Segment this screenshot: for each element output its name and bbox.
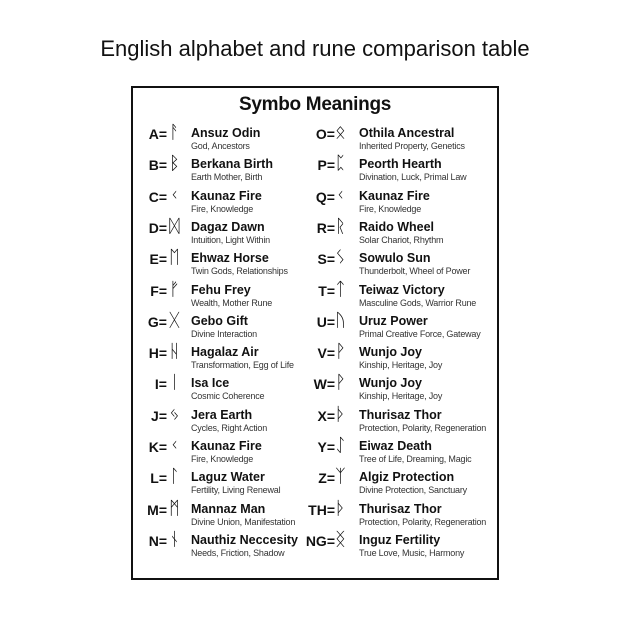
rune-symbol: ᚲ xyxy=(169,435,180,456)
rune-entry xyxy=(137,374,313,406)
english-letter: Z= xyxy=(318,470,335,487)
english-letter: TH= xyxy=(308,501,335,518)
rune-entry xyxy=(137,497,313,532)
page-title: English alphabet and rune comparison table xyxy=(100,36,530,61)
rune-meaning: Earth Mother, Birth xyxy=(191,172,263,183)
english-letter: X= xyxy=(317,407,335,424)
letter-cell xyxy=(305,406,335,426)
english-letter: I= xyxy=(154,376,167,393)
rune-entry xyxy=(305,374,497,406)
english-letter: L= xyxy=(150,470,167,487)
english-letter: Q= xyxy=(315,188,335,205)
rune-symbol: ᚦ xyxy=(335,497,346,519)
rune-chart-card xyxy=(131,86,499,580)
rune-symbol: ᛞ xyxy=(169,215,180,237)
rune-meaning: Divine Protection, Sanctuary xyxy=(359,485,467,496)
letter-cell xyxy=(305,249,335,269)
rune-meaning: Divine Interaction xyxy=(191,328,257,339)
rune-name: Teiwaz Victory xyxy=(359,282,445,297)
rune-meaning: True Love, Music, Harmony xyxy=(359,547,465,558)
letter-cell xyxy=(137,531,167,551)
rune-name: Fehu Frey xyxy=(191,282,251,297)
rune-meaning: Fire, Knowledge xyxy=(191,203,254,214)
rune-entry xyxy=(137,184,313,219)
letter-cell xyxy=(137,500,167,520)
rune-name: Ansuz Odin xyxy=(191,126,261,140)
letter-cell xyxy=(137,406,167,426)
rune-entry xyxy=(137,155,313,187)
rune-entry xyxy=(137,468,313,500)
rune-name: Ehwaz Horse xyxy=(191,251,269,266)
rune-name: Nauthiz Neccesity xyxy=(191,532,298,547)
rune-name: Kaunaz Fire xyxy=(191,439,262,453)
rune-symbol: ᚲ xyxy=(169,184,180,206)
letter-cell xyxy=(305,312,335,332)
letter-cell xyxy=(137,124,167,144)
rune-entry xyxy=(305,215,497,250)
rune-entry xyxy=(305,309,497,344)
english-letter: H= xyxy=(148,345,167,362)
rune-meaning: Intuition, Light Within xyxy=(191,234,270,245)
rune-name: Hagalaz Air xyxy=(191,345,259,360)
rune-name: Othila Ancestral xyxy=(359,126,455,140)
rune-entry xyxy=(137,309,313,344)
rune-meaning: Protection, Polarity, Regeneration xyxy=(359,516,487,527)
rune-entry xyxy=(305,155,497,187)
rune-name: Gebo Gift xyxy=(191,313,248,328)
rune-entry xyxy=(305,278,497,313)
rune-meaning: Divination, Luck, Primal Law xyxy=(359,172,467,183)
rune-entry xyxy=(305,249,497,281)
rune-meaning: Fire, Knowledge xyxy=(359,203,422,214)
letter-cell xyxy=(305,155,335,175)
rune-symbol: ᛁ xyxy=(169,372,180,394)
english-letter: D= xyxy=(148,219,167,236)
rune-symbol: ᚷ xyxy=(169,309,180,331)
english-letter: S= xyxy=(317,251,335,268)
english-letter: T= xyxy=(318,282,335,299)
letter-cell xyxy=(305,281,335,301)
rune-symbol: ᚠ xyxy=(169,278,180,300)
rune-meaning: Protection, Polarity, Regeneration xyxy=(359,422,487,433)
rune-entry xyxy=(305,184,497,219)
letter-cell xyxy=(137,374,167,394)
letter-cell xyxy=(137,312,167,332)
rune-name: Sowulo Sun xyxy=(359,251,431,266)
rune-symbol: ᚨ xyxy=(169,122,180,143)
letter-cell xyxy=(305,500,335,520)
letter-cell xyxy=(305,468,335,488)
rune-meaning: Tree of Life, Dreaming, Magic xyxy=(359,454,472,464)
rune-name: Mannaz Man xyxy=(191,501,266,516)
rune-name: Thurisaz Thor xyxy=(359,501,442,516)
letter-cell xyxy=(305,343,335,363)
english-letter: B= xyxy=(148,157,167,174)
rune-entry xyxy=(137,249,313,281)
rune-symbol: ᛝ xyxy=(335,528,346,550)
rune-symbol: ᛖ xyxy=(169,247,180,269)
rune-symbol: ᛚ xyxy=(169,466,180,488)
rune-entry xyxy=(305,403,497,438)
card-title: Symbo Meanings xyxy=(238,94,392,115)
rune-meaning: Kinship, Heritage, Joy xyxy=(359,360,443,371)
rune-entry xyxy=(137,278,313,313)
rune-symbol: ᚦ xyxy=(335,403,346,425)
letter-cell xyxy=(137,468,167,488)
rune-meaning: Needs, Friction, Shadow xyxy=(191,547,285,558)
english-letter: G= xyxy=(147,313,167,330)
letter-cell xyxy=(137,343,167,363)
rune-entry xyxy=(137,343,313,375)
rune-name: Laguz Water xyxy=(191,470,265,485)
rune-name: Algiz Protection xyxy=(359,470,455,485)
english-letter: F= xyxy=(150,282,167,299)
english-letter: U= xyxy=(316,313,335,330)
rune-meaning: Masculine Gods, Warrior Rune xyxy=(359,297,477,308)
rune-symbol: ᛊ xyxy=(335,247,346,269)
letter-cell xyxy=(305,218,335,238)
letter-cell xyxy=(305,374,335,394)
rune-symbol: ᛇ xyxy=(335,435,346,456)
rune-symbol: ᚲ xyxy=(335,184,346,206)
rune-name: Raido Wheel xyxy=(359,219,435,234)
english-letter: E= xyxy=(149,251,167,268)
english-letter: J= xyxy=(151,407,167,424)
rune-entry xyxy=(305,528,497,563)
english-letter: K= xyxy=(148,439,167,455)
rune-symbol: ᛏ xyxy=(335,278,346,300)
rune-name: Wunjo Joy xyxy=(359,345,422,360)
letter-cell xyxy=(305,531,335,551)
rune-meaning: Fertility, Living Renewal xyxy=(191,485,281,496)
rune-symbol: ᛈ xyxy=(335,153,346,175)
rune-meaning: Solar Chariot, Rhythm xyxy=(359,234,444,245)
rune-symbol: ᛗ xyxy=(169,497,180,519)
rune-meaning: Fire, Knowledge xyxy=(191,454,254,464)
english-letter: C= xyxy=(148,188,167,205)
rune-symbol: ᛃ xyxy=(169,403,180,425)
rune-meaning: Wealth, Mother Rune xyxy=(191,297,273,308)
rune-symbol: ᚺ xyxy=(169,341,180,363)
rune-entry xyxy=(305,437,497,469)
rune-entry xyxy=(137,403,313,438)
letter-cell xyxy=(137,187,167,207)
english-letter: W= xyxy=(313,376,335,393)
rune-name: Wunjo Joy xyxy=(359,376,422,391)
english-letter: A= xyxy=(148,126,167,142)
rune-name: Berkana Birth xyxy=(191,157,273,172)
rune-entry xyxy=(305,497,497,532)
rune-meaning: Thunderbolt, Wheel of Power xyxy=(359,266,471,277)
rune-meaning: Cosmic Coherence xyxy=(191,391,265,402)
english-letter: R= xyxy=(316,219,335,236)
rune-meaning: Primal Creative Force, Gateway xyxy=(359,328,481,339)
rune-meaning: Kinship, Heritage, Joy xyxy=(359,391,443,402)
letter-cell xyxy=(137,249,167,269)
rune-symbol: ᚹ xyxy=(335,341,346,363)
rune-name: Eiwaz Death xyxy=(359,439,432,453)
rune-name: Kaunaz Fire xyxy=(359,188,430,203)
rune-name: Jera Earth xyxy=(191,407,253,422)
rune-name: Uruz Power xyxy=(359,313,428,328)
letter-cell xyxy=(137,281,167,301)
rune-name: Dagaz Dawn xyxy=(191,219,265,234)
rune-entry xyxy=(137,124,313,156)
rune-symbol: ᛒ xyxy=(169,153,180,175)
rune-meaning: Inherited Property, Genetics xyxy=(359,141,465,151)
rune-meaning: Transformation, Egg of Life xyxy=(191,360,294,371)
english-letter: M= xyxy=(147,501,167,518)
letter-cell xyxy=(305,124,335,144)
rune-entry xyxy=(137,215,313,250)
english-letter: P= xyxy=(317,157,335,174)
rune-symbol: ᛉ xyxy=(335,466,346,488)
english-letter: N= xyxy=(148,532,167,549)
rune-entry xyxy=(137,528,313,563)
rune-symbol: ᚹ xyxy=(335,372,346,394)
rune-entry xyxy=(305,468,497,500)
rune-name: Inguz Fertility xyxy=(359,532,441,547)
rune-entry xyxy=(305,343,497,375)
rune-name: Peorth Hearth xyxy=(359,157,442,172)
english-letter: O= xyxy=(315,126,335,142)
rune-symbol: ᚱ xyxy=(335,215,346,237)
letter-cell xyxy=(137,218,167,238)
letter-cell xyxy=(305,437,335,457)
letter-cell xyxy=(137,155,167,175)
letter-cell xyxy=(305,187,335,207)
rune-name: Isa Ice xyxy=(191,376,230,391)
rune-symbol: ᚢ xyxy=(335,309,346,331)
rune-symbol: ᛟ xyxy=(335,122,346,143)
rune-entry xyxy=(305,124,497,156)
rune-name: Thurisaz Thor xyxy=(359,407,442,422)
rune-meaning: Divine Union, Manifestation xyxy=(191,516,296,527)
rune-meaning: God, Ancestors xyxy=(191,141,250,151)
rune-name: Kaunaz Fire xyxy=(191,188,262,203)
english-letter: Y= xyxy=(317,439,335,455)
english-letter: V= xyxy=(317,345,335,362)
letter-cell xyxy=(137,437,167,457)
rune-symbol: ᚾ xyxy=(169,528,180,550)
rune-meaning: Twin Gods, Relationships xyxy=(191,266,288,277)
rune-entry xyxy=(137,437,313,469)
rune-meaning: Cycles, Right Action xyxy=(191,422,268,433)
english-letter: NG= xyxy=(305,532,335,549)
